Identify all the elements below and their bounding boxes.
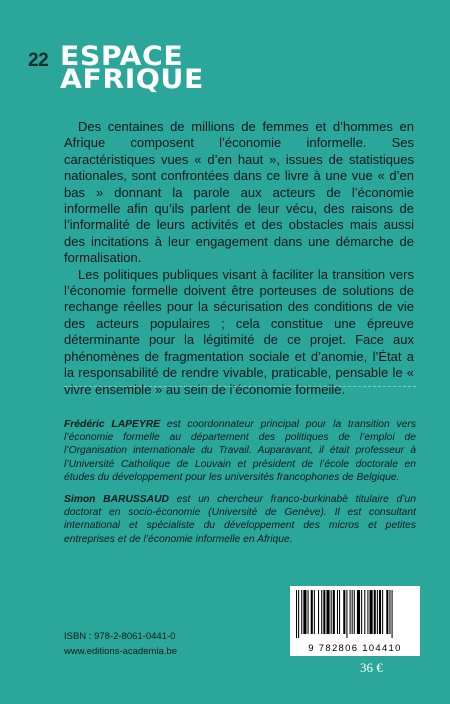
barcode-bar [379,590,381,634]
barcode-bar [308,590,309,634]
author-bio-2 [64,493,416,546]
barcode-bar [301,590,302,634]
barcode-bar [350,590,351,634]
barcode-bar [354,590,355,634]
barcode-bar [370,590,373,634]
series-title [60,41,204,95]
author-text-2: est un chercheur franco-burkinabè titulaire d’un doctorat en socio-économie (Université de Genève). Il est consultant international et spécialiste du développement des micros et petites entreprises et de l’économie informelle en Afrique. [64,494,416,545]
barcode-bar [367,590,368,634]
price: 36 € [360,660,383,675]
dashed-separator [64,386,416,387]
author-text-1: est coordonnateur principal pour la transition vers l’économie formelle au département des politiques de l’emploi de l’Organisation internationale du Travail. Auparavant, il était professeur à l’Université Catholique de Louvain et président de l’école doctorale en études du développement pour les universités francophones de Belgique. [64,419,416,483]
barcode-bar [389,590,390,634]
author-name-2: Simon BARUSSAUD [64,494,169,506]
barcode-bar [343,590,345,634]
series-number: 22 [28,50,49,71]
summary-paragraph-1: Des centaines de millions de femmes et d’hommes en Afrique composent l’économie informelle. Ses caractéristiques vues « d’en haut », issues de statistiques nationales, sont confrontées dans ce livre à une vue « d’en bas » donnant la parole aux acteurs de l’économie informelle afin qu’ils parlent de leur vécu, des raisons de l’informalité de leurs activités et des obstacles mais aussi des incitations à leur engagement dans une démarche de formalisation. [64,119,414,266]
barcode-bar [333,590,335,634]
author-bio-1 [64,418,416,484]
book-summary [64,119,414,398]
barcode-bar [337,590,338,634]
barcode-bar [352,590,353,634]
barcode-bar [298,590,299,638]
barcode-bar [357,590,360,634]
barcode [290,586,420,656]
barcode-bar [377,590,378,634]
barcode-bar [311,590,313,634]
series-title-line1: ESPACE [60,41,184,72]
barcode-bar [361,590,362,634]
barcode-bar [331,590,332,634]
publisher-website: www.editions-academia.be [64,646,178,657]
series-header [28,41,204,95]
author-name-1: Frédéric LAPEYRE [64,419,161,430]
isbn: ISBN : 978-2-8061-0441-0 [64,631,176,642]
barcode-bar [364,590,365,634]
barcode-bar [323,590,325,634]
author-bios [64,418,416,555]
barcode-bar [314,590,315,634]
barcode-bar [346,590,347,638]
barcode-bars [296,590,414,638]
barcode-bar [374,590,376,634]
barcode-bar [303,590,306,634]
barcode-bar [382,590,383,634]
series-title-line2: AFRIQUE [60,64,204,95]
barcode-digits: 9 782806 104410 [308,643,402,654]
barcode-bar [386,590,388,634]
barcode-bar [321,590,322,634]
barcode-bar [318,590,319,634]
summary-paragraph-2: Les politiques publiques visant à faciliter la transition vers l’économie formelle doivent être porteuses de solutions de rechange réelles pour la sécurisation des conditions de vie des acteurs populaires ; cela constitue une épreuve déterminante pour la légitimité de ce projet. Face aux phénomènes de fragmentation sociale et d’anomie, l’État a la responsabilité de rendre vivable, praticable, pensable le « vivre ensemble » au sein de l’économie formelle. [64,266,414,397]
barcode-bar [392,590,393,638]
barcode-bar [296,590,297,638]
barcode-bar [339,590,340,634]
barcode-bar [326,590,329,634]
